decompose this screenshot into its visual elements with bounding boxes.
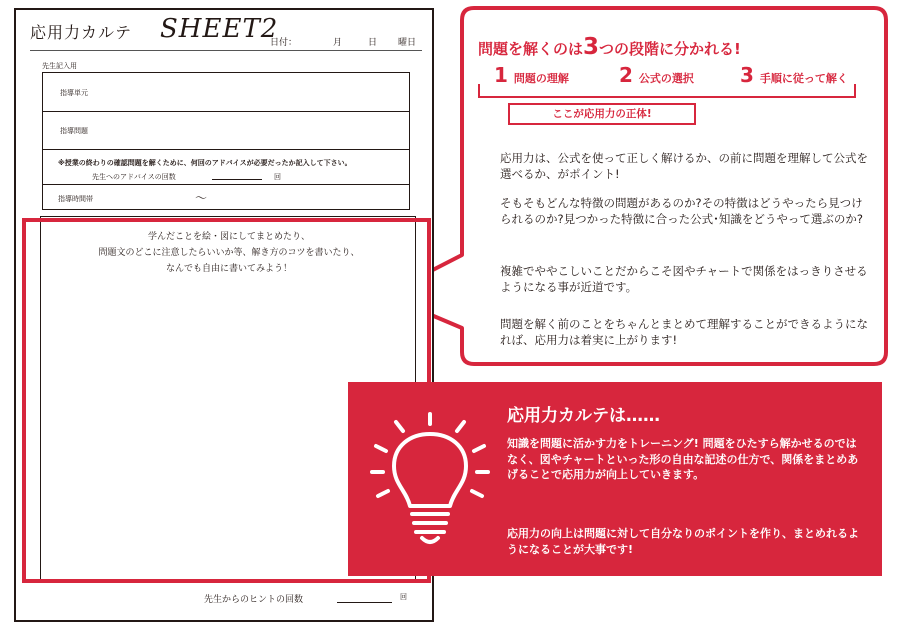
advice-count-blank[interactable] [212, 179, 262, 180]
bubble-heading-number: 3 [583, 34, 600, 60]
step-2-number: 2 [619, 63, 633, 87]
hint-count-blank[interactable] [337, 602, 392, 603]
teacher-section-label: 先生記入用 [42, 62, 77, 70]
problem-field-label: 指導問題 [60, 127, 88, 135]
advice-note: ※授業の終わりの確認問題を解くために、何回のアドバイスが必要だったか記入して下さい。 [58, 159, 352, 167]
free-instruction-line-2: 問題文のどこに注意したらいいか等、解き方のコツを書いたり、 [98, 248, 360, 258]
bubble-paragraph-1: 応用力は、公式を使って正しく解けるか、の前に問題を理解して公式を選べるか、がポイント! [500, 151, 868, 181]
weekday-label: 曜日 [398, 38, 417, 48]
advice-count-label: 先生へのアドバイスの回数 [92, 173, 176, 181]
step-3-number: 3 [740, 63, 754, 87]
panel-title: 応用力カルテは…… [507, 406, 660, 426]
free-instruction-line-3: なんでも自由に書いてみよう！ [165, 264, 292, 274]
bubble-paragraph-3: 複雑でややこしいことだからこそ図やチャートで関係をはっきりさせるようになる事が近道です。 [500, 264, 868, 294]
day-label: 日 [368, 38, 378, 48]
date-label: 日付： [270, 38, 298, 48]
title-divider [30, 50, 422, 51]
month-label: 月 [333, 38, 343, 48]
problem-field-box[interactable] [42, 111, 410, 150]
time-field-box[interactable] [42, 184, 410, 210]
unit-field-label: 指導単元 [60, 89, 88, 97]
bubble-paragraph-2: そもそもどんな特徴の問題があるのか?その特徴はどうやったら見つけられるのか?見つかった特徴に合った公式･知識をどうやって選ぶのか? [500, 196, 863, 226]
bubble-paragraph-4: 問題を解く前のことをちゃんとまとめて理解することができるようになれば、応用力は着実に上がります! [500, 317, 868, 347]
advice-count-unit: 回 [274, 173, 281, 181]
step-1-number: 1 [494, 63, 508, 87]
bracket-tag: ここが応用力の正体! [508, 103, 696, 125]
time-tilde: 〜 [195, 191, 208, 205]
panel-body-1: 知識を問題に活かす力をトレーニング! 問題をひたすら解かせるのではなく、図やチャートといった形の自由な記述の仕方で、関係をまとめあげることで応用力が向上していきます。 [507, 437, 859, 481]
bubble-heading-post: つの段階に分かれる! [599, 40, 741, 58]
free-instruction-line-1: 学んだことを絵・図にしてまとめたり、 [147, 232, 310, 242]
sheet-title: 応用力カルテ [30, 23, 133, 42]
bubble-heading-pre: 問題を解くのは [478, 40, 584, 58]
hint-count-label: 先生からのヒントの回数 [204, 595, 304, 605]
lightbulb-icon [370, 410, 490, 560]
step-2-label: 公式の選択 [638, 72, 694, 85]
time-field-label: 指導時間帯 [58, 195, 93, 203]
step-3-label: 手順に従って解く [759, 72, 848, 85]
unit-field-box[interactable] [42, 72, 410, 112]
step-1-label: 問題の理解 [513, 72, 569, 85]
steps-bracket [478, 84, 856, 98]
hint-count-unit: 回 [400, 593, 407, 601]
sheet-number: SHEET2 [160, 14, 279, 44]
panel-body-2: 応用力の向上は問題に対して自分なりのポイントを作り、まとめれるようになることが大事です! [507, 527, 859, 556]
bubble-heading [478, 34, 741, 60]
